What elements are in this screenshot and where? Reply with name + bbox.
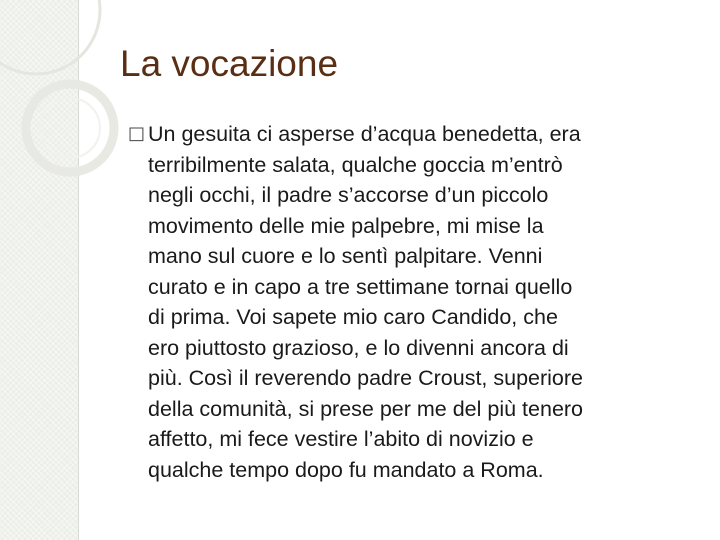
bullet-paragraph <box>128 119 708 485</box>
bullet-marker: □ <box>128 123 146 144</box>
slide-title: La vocazione <box>120 43 339 84</box>
bullet-text: Un gesuita ci asperse d’acqua benedetta, era terribilmente salata, qualche goccia m’entrò negli occhi, il padre s’accorse d’un piccolo movimento delle mie palpebre, mi mise la mano sul cuore e lo sentì palpitare. Venni curato e in capo a tre settimane tornai quello di prima. Voi sapete mio caro Candido, che ero piuttosto grazioso, e lo divenni ancora di più. Così il reverendo padre Croust, superiore della comunità, si prese per me del più tenero affetto, mi fece vestire l’abito di novizio e qualche tempo dopo fu mandato a Roma. <box>148 122 584 482</box>
